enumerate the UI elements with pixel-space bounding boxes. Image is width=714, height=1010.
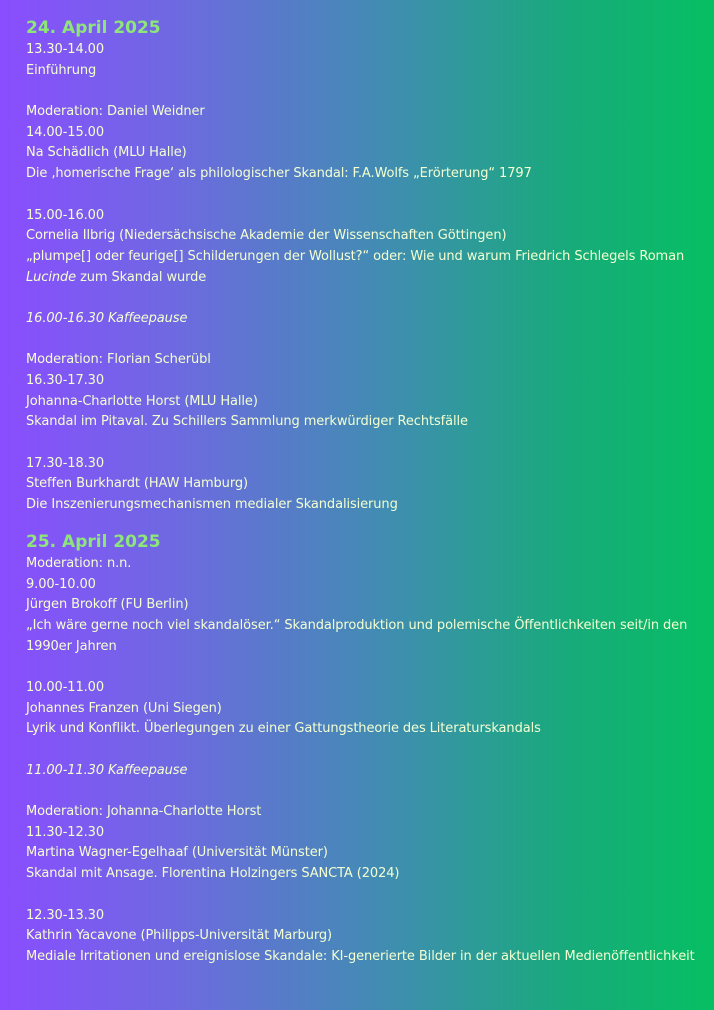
talk-speaker: Martina Wagner-Egelhaaf (Universität Münster) <box>26 845 328 861</box>
talk-title: „Ich wäre gerne noch viel skandalöser.“ Skandalproduktion und polemische Öffentlichkeiten seit/in den <box>26 617 688 633</box>
talk-speaker: Na Schädlich (MLU Halle) <box>26 145 187 161</box>
talk-title: Mediale Irritationen und ereignislose Skandale: KI-generierte Bilder in der aktuellen Medienöffentlichkeit <box>26 948 695 964</box>
talk-title: Die ‚homerische Frage‘ als philologischer Skandal: F.A.Wolfs „Erörterung“ 1797 <box>26 166 532 182</box>
day-1-schedule <box>26 16 706 530</box>
talk-time: 14.00-15.00 <box>26 124 105 140</box>
talk-title: Skandal im Pitaval. Zu Schillers Sammlung merkwürdiger Rechtsfälle <box>26 414 468 430</box>
talk-speaker: Johannes Franzen (Uni Siegen) <box>26 700 222 716</box>
talk-title: Die Inszenierungsmechanismen medialer Skandalisierung <box>26 497 398 513</box>
coffee-break: 11.00-11.30 Kaffeepause <box>26 762 188 778</box>
talk-title: „plumpe[] oder feurige[] Schilderungen der Wollust?“ oder: Wie und warum Friedrich Schlegels Roman <box>26 248 685 264</box>
intro-time: 13.30-14.00 <box>26 42 105 57</box>
talk-speaker: Kathrin Yacavone (Philipps-Universität Marburg) <box>26 928 332 944</box>
talk-title-rest: zum Skandal wurde <box>76 269 207 285</box>
talk-time: 17.30-18.30 <box>26 455 105 471</box>
intro-title: Einführung <box>26 62 97 78</box>
talk-time: 11.30-12.30 <box>26 824 105 840</box>
moderation-label: Moderation: Daniel Weidner <box>26 104 205 120</box>
day-2-heading: 25. April 2025 <box>26 531 161 552</box>
program-page <box>26 16 706 968</box>
moderation-label: Moderation: Johanna-Charlotte Horst <box>26 804 262 820</box>
moderation-label: Moderation: n.n. <box>26 555 132 571</box>
talk-time: 12.30-13.30 <box>26 907 105 923</box>
coffee-break: 16.00-16.30 Kaffeepause <box>26 310 188 326</box>
talk-time: 16.30-17.30 <box>26 373 105 388</box>
talk-speaker: Steffen Burkhardt (HAW Hamburg) <box>26 476 248 492</box>
talk-time: 15.00-16.00 <box>26 207 105 223</box>
talk-title: Lyrik und Konflikt. Überlegungen zu einer Gattungstheorie des Literaturskandals <box>26 721 541 737</box>
moderation-label: Moderation: Florian Scherübl <box>26 352 211 368</box>
talk-speaker: Johanna-Charlotte Horst (MLU Halle) <box>26 393 258 409</box>
novel-title: Lucinde <box>26 269 77 285</box>
day-2-schedule <box>26 530 706 968</box>
talk-time: 10.00-11.00 <box>26 679 105 695</box>
talk-time: 9.00-10.00 <box>26 576 96 592</box>
day-1-heading: 24. April 2025 <box>26 18 161 38</box>
talk-title-continuation: 1990er Jahren <box>26 638 117 654</box>
talk-speaker: Jürgen Brokoff (FU Berlin) <box>26 597 189 613</box>
talk-title-continuation <box>26 268 706 289</box>
talk-title: Skandal mit Ansage. Florentina Holzingers SANCTA (2024) <box>26 866 400 882</box>
talk-speaker: Cornelia Ilbrig (Niedersächsische Akademie der Wissenschaften Göttingen) <box>26 228 507 244</box>
